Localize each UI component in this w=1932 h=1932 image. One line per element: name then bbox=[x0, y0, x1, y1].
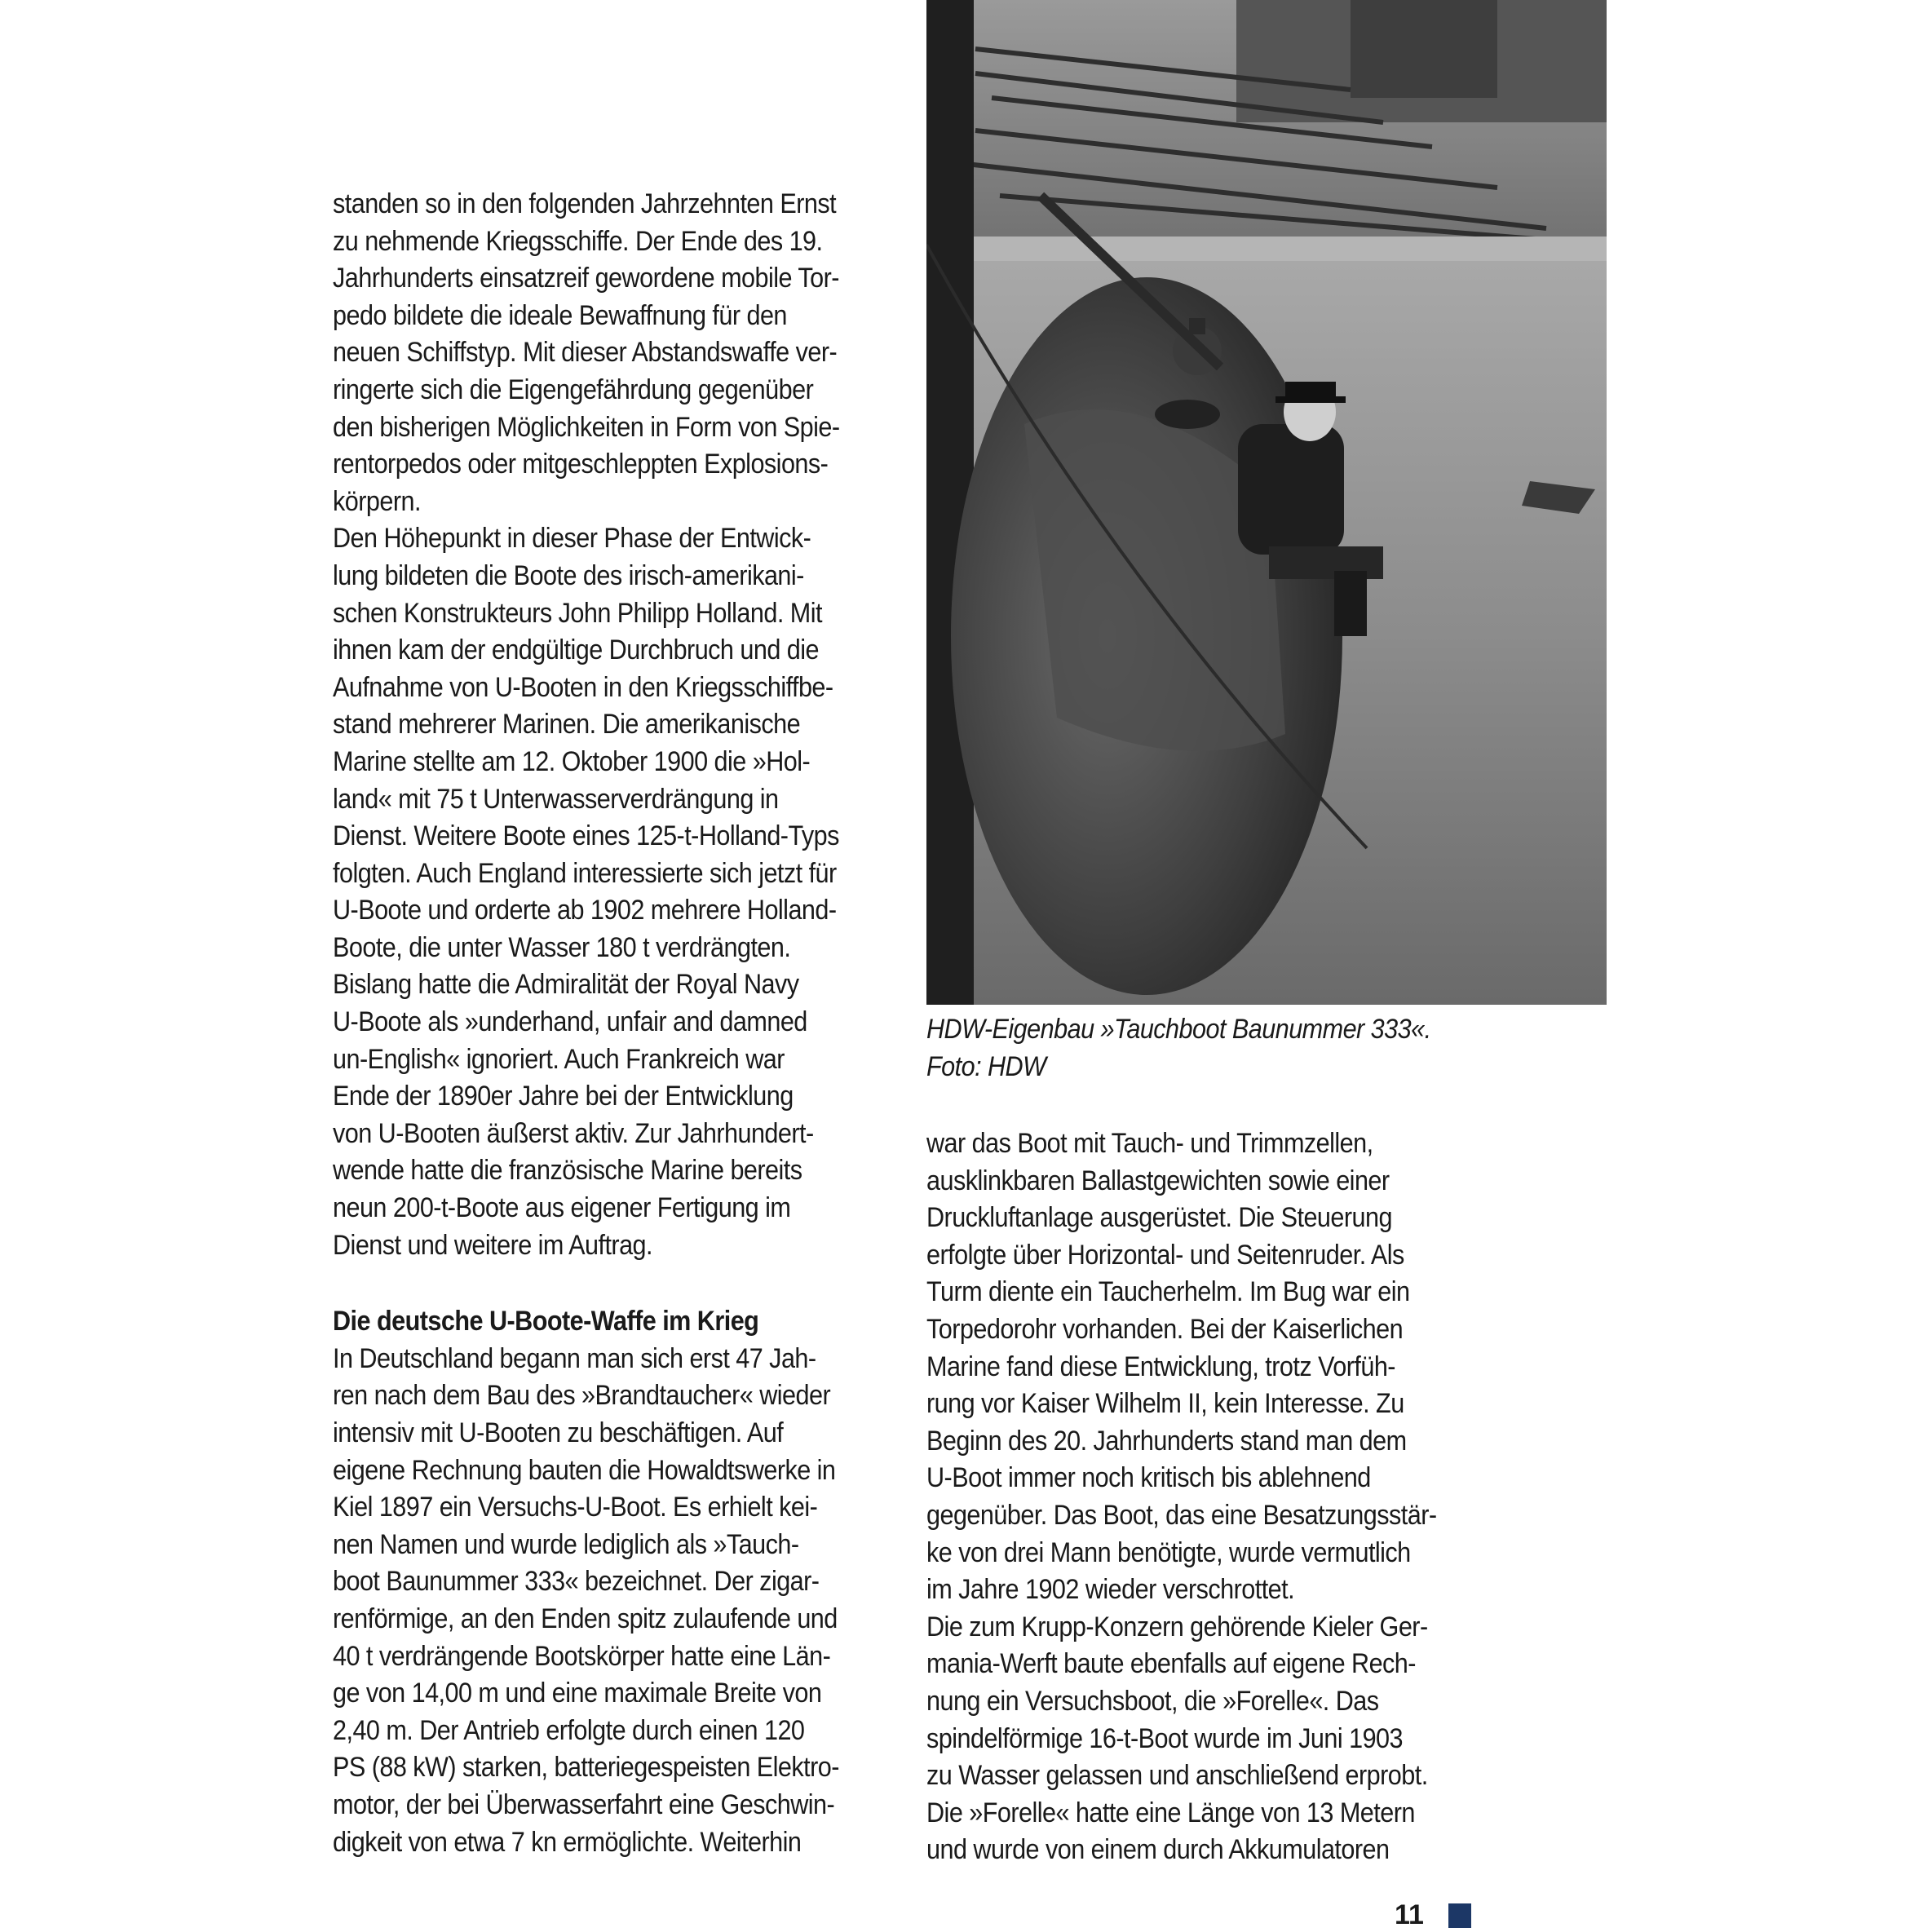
text-line: neuen Schiffstyp. Mit dieser Abstandswaffe ver- bbox=[333, 337, 838, 369]
caption-credit: Foto: HDW bbox=[926, 1050, 1046, 1082]
text-line: Dienst. Weitere Boote eines 125-t-Holland-Typs bbox=[333, 820, 839, 852]
text-line: Den Höhepunkt in dieser Phase der Entwick- bbox=[333, 523, 811, 555]
right-text-column bbox=[926, 1125, 1484, 1869]
photo-illustration bbox=[926, 0, 1607, 1005]
text-line: rentorpedos oder mitgeschleppten Explosions- bbox=[333, 449, 829, 480]
text-line: Druckluftanlage ausgerüstet. Die Steuerung bbox=[926, 1202, 1392, 1234]
caption-line-1: HDW-Eigenbau »Tauchboot Baunummer 333«. bbox=[926, 1014, 1431, 1045]
text-line: folgten. Auch England interessierte sich jetzt für bbox=[333, 857, 837, 889]
text-line: pedo bildete die ideale Bewaffnung für den bbox=[333, 299, 787, 331]
text-line: 2,40 m. Der Antrieb erfolgte durch einen 120 bbox=[333, 1714, 805, 1746]
text-line: Marine fand diese Entwicklung, trotz Vorfüh- bbox=[926, 1351, 1395, 1382]
text-line: Jahrhunderts einsatzreif gewordene mobile Tor- bbox=[333, 263, 839, 294]
section-heading: Die deutsche U-Boote-Waffe im Krieg bbox=[333, 1306, 759, 1337]
paragraph-4 bbox=[926, 1125, 1484, 1609]
text-line: im Jahre 1902 wieder verschrottet. bbox=[926, 1574, 1295, 1606]
text-line: Torpedorohr vorhanden. Bei der Kaiserlichen bbox=[926, 1313, 1404, 1345]
paragraph-5 bbox=[926, 1609, 1484, 1869]
text-line: digkeit von etwa 7 kn ermöglichte. Weiterhin bbox=[333, 1826, 802, 1858]
text-line: Beginn des 20. Jahrhunderts stand man dem bbox=[926, 1425, 1407, 1457]
text-line: neun 200-t-Boote aus eigener Fertigung im bbox=[333, 1192, 791, 1224]
text-line: rung vor Kaiser Wilhelm II, kein Interesse. Zu bbox=[926, 1388, 1404, 1420]
text-line: motor, der bei Überwasserfahrt eine Geschwin- bbox=[333, 1788, 835, 1820]
text-line: war das Boot mit Tauch- und Trimmzellen, bbox=[926, 1128, 1373, 1159]
text-line: Bislang hatte die Admiralität der Royal Navy bbox=[333, 969, 799, 1001]
text-line: standen so in den folgenden Jahrzehnten Ernst bbox=[333, 188, 837, 219]
page-number: 11 bbox=[1395, 1899, 1424, 1930]
text-line: ihnen kam der endgültige Durchbruch und die bbox=[333, 634, 819, 666]
text-line: Die »Forelle« hatte eine Länge von 13 Metern bbox=[926, 1797, 1415, 1828]
text-line: von U-Booten äußerst aktiv. Zur Jahrhundert- bbox=[333, 1117, 814, 1149]
text-line: Marine stellte am 12. Oktober 1900 die »Hol- bbox=[333, 745, 811, 777]
text-line: intensiv mit U-Booten zu beschäftigen. Auf bbox=[333, 1417, 784, 1448]
text-line: Aufnahme von U-Booten in den Kriegsschiffbe- bbox=[333, 671, 833, 703]
text-line: 40 t verdrängende Bootskörper hatte eine Län- bbox=[333, 1640, 831, 1672]
text-line: Boote, die unter Wasser 180 t verdrängten. bbox=[333, 931, 791, 963]
text-line: spindelförmige 16-t-Boot wurde im Juni 1903 bbox=[926, 1722, 1404, 1754]
text-line: erfolgte über Horizontal- und Seitenruder. Als bbox=[926, 1239, 1404, 1271]
paragraph-2 bbox=[333, 520, 891, 1264]
text-line: stand mehrerer Marinen. Die amerikanische bbox=[333, 709, 801, 741]
text-line: eigene Rechnung bauten die Howaldtswerke in bbox=[333, 1454, 836, 1486]
text-line: renförmige, an den Enden spitz zulaufende und bbox=[333, 1603, 838, 1634]
text-line: ringerte sich die Eigengefährdung gegenüber bbox=[333, 374, 814, 405]
text-line: Dienst und weitere im Auftrag. bbox=[333, 1229, 653, 1261]
text-line: zu nehmende Kriegsschiffe. Der Ende des 19. bbox=[333, 225, 823, 257]
paragraph-1 bbox=[333, 186, 891, 520]
photo-caption bbox=[926, 1011, 1539, 1085]
text-line: land« mit 75 t Unterwasserverdrängung in bbox=[333, 783, 779, 815]
text-line: mania-Werft baute ebenfalls auf eigene Rech- bbox=[926, 1648, 1416, 1680]
text-line: Turm diente ein Taucherhelm. Im Bug war ein bbox=[926, 1276, 1410, 1308]
text-line: U-Boote und orderte ab 1902 mehrere Holland- bbox=[333, 895, 837, 926]
text-line: In Deutschland begann man sich erst 47 Jah- bbox=[333, 1342, 816, 1374]
text-line: Die zum Krupp-Konzern gehörende Kieler Ger- bbox=[926, 1611, 1428, 1642]
submarine-photo bbox=[926, 0, 1607, 1005]
text-line: Kiel 1897 ein Versuchs-U-Boot. Es erhielt kei- bbox=[333, 1492, 818, 1523]
text-line: körpern. bbox=[333, 485, 421, 517]
text-line: und wurde von einem durch Akkumulatoren bbox=[926, 1834, 1390, 1866]
text-line: ren nach dem Bau des »Brandtaucher« wieder bbox=[333, 1380, 831, 1412]
left-text-column bbox=[333, 186, 891, 1861]
text-line: ge von 14,00 m und eine maximale Breite von bbox=[333, 1678, 822, 1709]
text-line: boot Baunummer 333« bezeichnet. Der zigar- bbox=[333, 1566, 820, 1598]
paragraph-gap bbox=[333, 1264, 891, 1303]
text-line: den bisherigen Möglichkeiten in Form von Spie- bbox=[333, 411, 840, 443]
text-line: U-Boot immer noch kritisch bis ablehnend bbox=[926, 1462, 1371, 1494]
text-line: PS (88 kW) starken, batteriegespeisten Elektro- bbox=[333, 1752, 839, 1784]
text-line: un-English« ignoriert. Auch Frankreich war bbox=[333, 1043, 785, 1075]
text-line: U-Boote als »underhand, unfair and damned bbox=[333, 1006, 807, 1038]
page-marker-square bbox=[1448, 1903, 1471, 1928]
text-line: nen Namen und wurde lediglich als »Tauch- bbox=[333, 1528, 799, 1560]
text-line: lung bildeten die Boote des irisch-amerikani- bbox=[333, 559, 804, 591]
text-line: schen Konstrukteurs John Philipp Holland. Mit bbox=[333, 597, 822, 629]
text-line: gegenüber. Das Boot, das eine Besatzungsstär- bbox=[926, 1499, 1437, 1531]
text-line: ausklinkbaren Ballastgewichten sowie einer bbox=[926, 1165, 1390, 1196]
text-line: wende hatte die französische Marine bereits bbox=[333, 1155, 802, 1187]
text-line: zu Wasser gelassen und anschließend erprobt. bbox=[926, 1760, 1428, 1792]
paragraph-3 bbox=[333, 1341, 891, 1861]
text-line: ke von drei Mann benötigte, wurde vermutlich bbox=[926, 1536, 1411, 1568]
text-line: nung ein Versuchsboot, die »Forelle«. Das bbox=[926, 1685, 1379, 1717]
text-line: Ende der 1890er Jahre bei der Entwicklung bbox=[333, 1081, 794, 1112]
